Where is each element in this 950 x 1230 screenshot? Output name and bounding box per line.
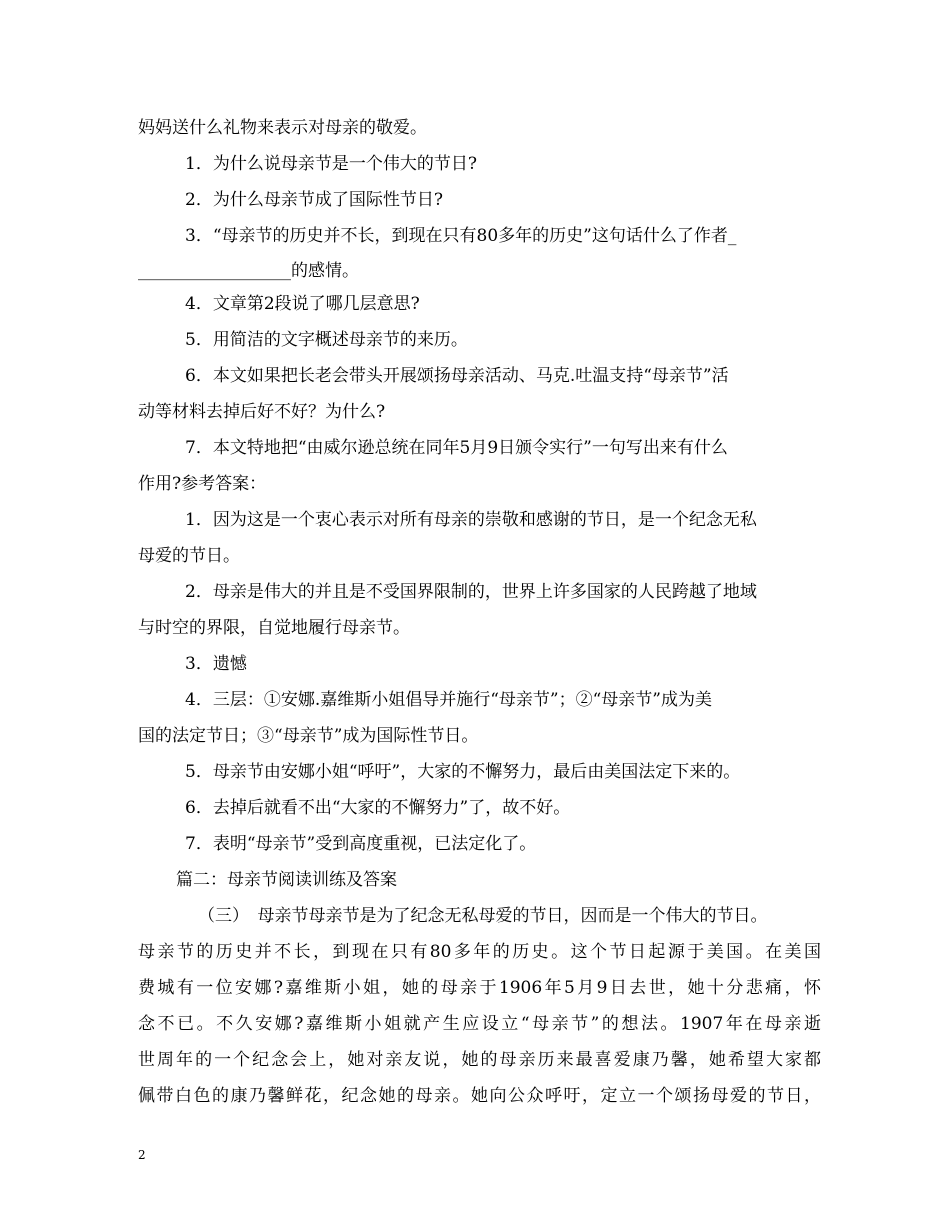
- passage-line: （三） 母亲节母亲节是为了纪念无私母爱的节日，因而是一个伟大的节日。: [198, 906, 768, 926]
- answer-1-continued: 母爱的节日。: [138, 546, 240, 566]
- passage-line: 世周年的一个纪念会上，她对亲友说，她的母亲历来最喜爱康乃馨，她希望大家都: [138, 1050, 821, 1070]
- text-line: 妈妈送什么礼物来表示对母亲的敬爱。: [138, 118, 427, 138]
- question-3: 3．“母亲节的历史并不长，到现在只有80多年的历史”这句话什么了作者_: [185, 226, 737, 246]
- question-2: 2．为什么母亲节成了国际性节日?: [185, 190, 443, 210]
- answer-1: 1．因为这是一个衷心表示对所有母亲的崇敬和感谢的节日，是一个纪念无私: [185, 510, 757, 530]
- section-heading: 篇二：母亲节阅读训练及答案: [176, 870, 397, 890]
- question-5: 5．用简洁的文字概述母亲节的来历。: [185, 330, 468, 350]
- passage-line: 念不已。不久安娜?嘉维斯小姐就产生应设立“母亲节”的想法。1907年在母亲逝: [138, 1014, 821, 1034]
- answer-6: 6．去掉后就看不出“大家的不懈努力”了，故不好。: [185, 798, 571, 818]
- passage-line: 费城有一位安娜?嘉维斯小姐，她的母亲于1906年5月9日去世，她十分悲痛，怀: [138, 978, 821, 998]
- passage-line: 佩带白色的康乃馨鲜花，纪念她的母亲。她向公众呼吁，定立一个颂扬母爱的节日，: [138, 1086, 821, 1106]
- answer-3: 3．遗憾: [185, 654, 247, 674]
- answers-heading: 作用?参考答案：: [138, 474, 267, 494]
- answer-2: 2．母亲是伟大的并且是不受国界限制的，世界上许多国家的人民跨越了地域: [185, 582, 757, 602]
- question-7: 7．本文特地把“由威尔逊总统在同年5月9日颁令实行”一句写出来有什么: [185, 438, 728, 458]
- question-3-continued: __________________的感情。: [138, 261, 359, 281]
- answer-7: 7．表明“母亲节”受到高度重视，已法定化了。: [185, 834, 537, 854]
- answer-4: 4．三层：①安娜.嘉维斯小姐倡导并施行“母亲节”；②“母亲节”成为美: [185, 690, 712, 710]
- question-6-continued: 动等材料去掉后好不好？为什么?: [138, 402, 386, 422]
- answer-4-continued: 国的法定节日；③“母亲节”成为国际性节日。: [138, 726, 479, 746]
- question-4: 4．文章第2段说了哪几层意思?: [185, 294, 420, 314]
- answer-2-continued: 与时空的界限，自觉地履行母亲节。: [138, 618, 410, 638]
- question-6: 6．本文如果把长老会带头开展颂扬母亲活动、马克.吐温支持“母亲节”活: [185, 366, 729, 386]
- passage-line: 母亲节的历史并不长，到现在只有80多年的历史。这个节日起源于美国。在美国: [138, 942, 821, 962]
- page-number: 2: [138, 1148, 146, 1162]
- question-1: 1．为什么说母亲节是一个伟大的节日?: [185, 154, 477, 174]
- answer-5: 5．母亲节由安娜小姐“呼吁”，大家的不懈努力，最后由美国法定下来的。: [185, 762, 741, 782]
